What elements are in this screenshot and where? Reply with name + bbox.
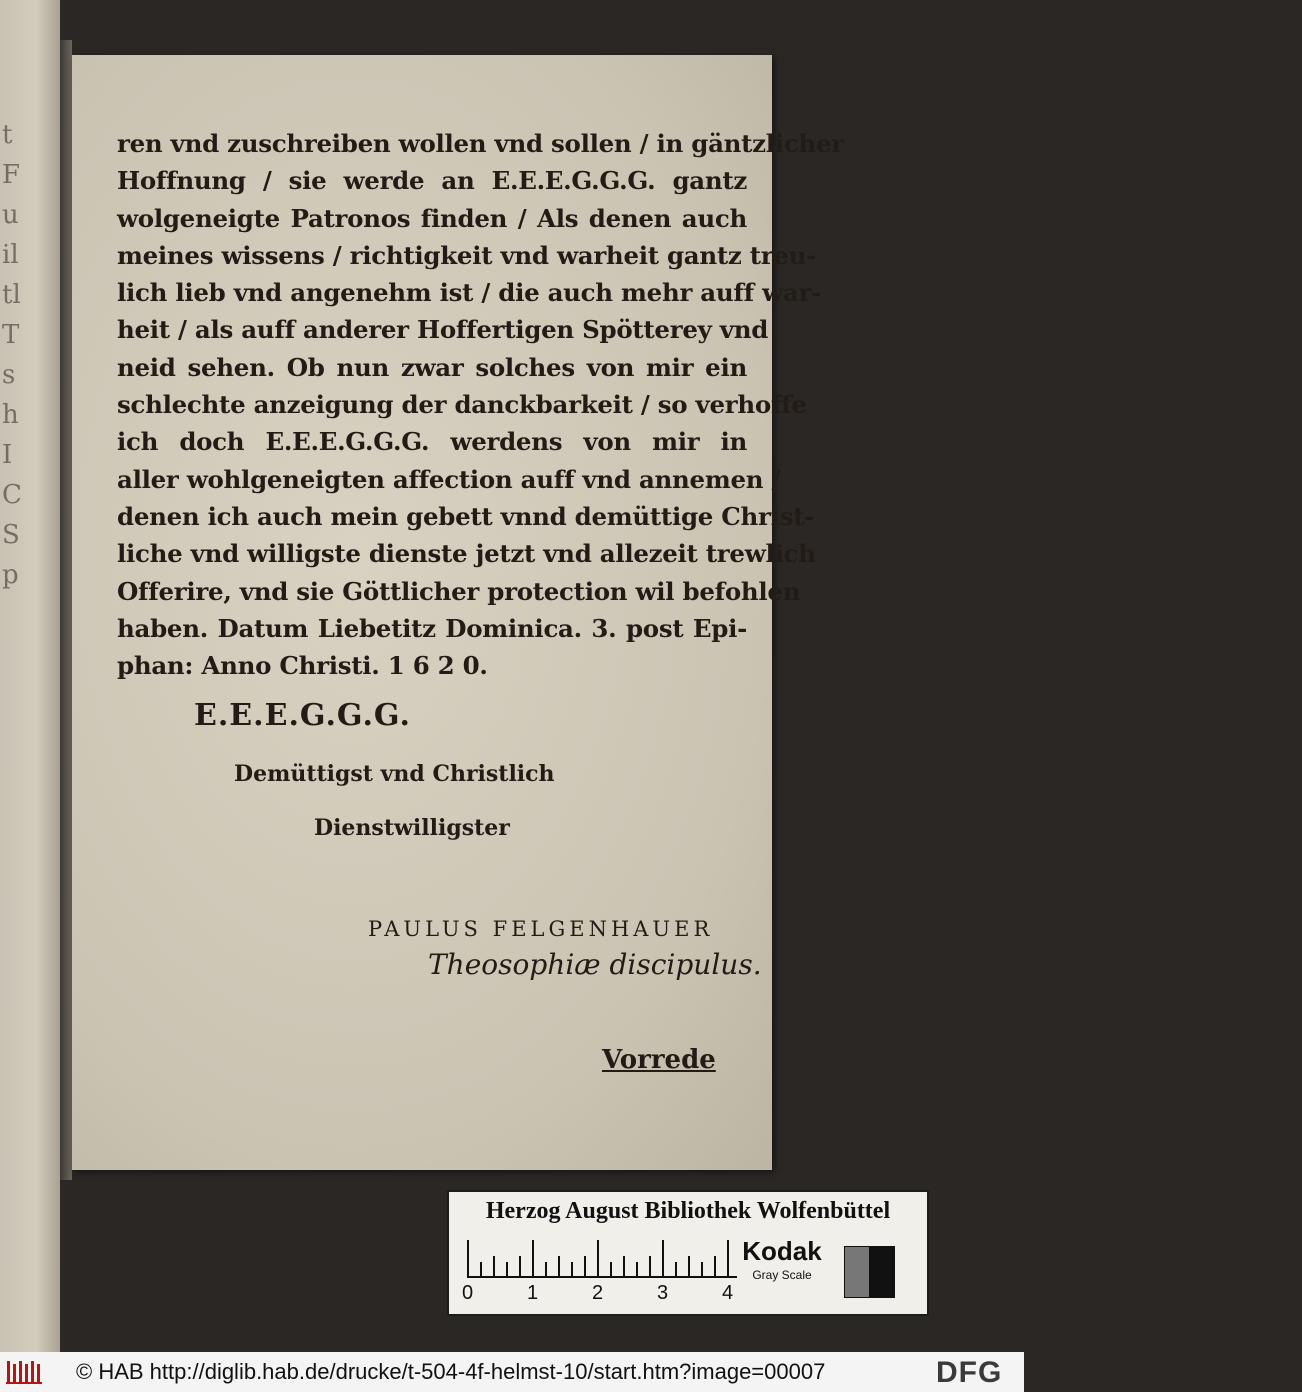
- library-name: Herzog August Bibliothek Wolfenbüttel: [485, 1198, 891, 1224]
- text-line: Hoffnung / sie werde an E.E.E.G.G.G. gantz: [117, 166, 747, 196]
- ruler-tick: [714, 1256, 716, 1276]
- ruler-tick: [649, 1256, 651, 1276]
- ruler-tick: [597, 1240, 599, 1276]
- ruler-tick: [584, 1256, 586, 1276]
- salutation-address: E.E.E.G.G.G.: [194, 698, 411, 733]
- ruler-tick: [571, 1262, 573, 1276]
- gray-scale-label: Gray Scale: [752, 1268, 812, 1282]
- text-line: aller wohlgeneigten affection auff vnd annemen /: [117, 464, 781, 494]
- hab-logo-icon: [6, 1358, 46, 1386]
- salutation-humble: Demüttigst vnd Christlich: [234, 761, 555, 787]
- text-line: lich lieb vnd angenehm ist / die auch mehr auff war-: [117, 278, 821, 308]
- text-line: liche vnd willigste dienste jetzt vnd allezeit trewlich: [117, 539, 816, 569]
- ruler-scale: [467, 1240, 737, 1278]
- scale-number: 1: [527, 1282, 539, 1304]
- book-page: [72, 55, 844, 1170]
- text-line: neid sehen. Ob nun zwar solches von mir ein: [117, 352, 747, 382]
- catchword: Vorrede: [602, 1045, 716, 1075]
- ruler-tick: [545, 1262, 547, 1276]
- text-line: wolgeneigte Patronos finden / Als denen auch: [117, 203, 747, 233]
- copyright-link[interactable]: © HAB http://diglib.hab.de/drucke/t-504-4f-helmst-10/start.htm?image=00007: [76, 1359, 826, 1384]
- ruler-tick: [610, 1262, 612, 1276]
- text-line: Offerire, vnd sie Göttlicher protection wil befohlen: [117, 576, 801, 606]
- gray-swatch: [844, 1246, 870, 1298]
- black-swatch: [869, 1246, 895, 1298]
- ruler-tick: [506, 1262, 508, 1276]
- footer-bar: [0, 1352, 1024, 1392]
- ruler-tick: [467, 1240, 469, 1276]
- book-gutter: [60, 40, 72, 1180]
- ruler-tick: [701, 1262, 703, 1276]
- color-target-card: [447, 1190, 929, 1316]
- kodak-label: Kodak: [742, 1236, 822, 1266]
- text-line: schlechte anzeigung der danckbarkeit / so verhoffe: [117, 390, 807, 420]
- scale-number: 2: [592, 1282, 604, 1304]
- author-title: Theosophiæ discipulus.: [428, 948, 762, 981]
- text-line: ren vnd zuschreiben wollen vnd sollen / in gäntzlicher: [117, 129, 844, 158]
- page-body-text: [117, 125, 844, 684]
- ruler-tick: [532, 1240, 534, 1276]
- text-line: denen ich auch mein gebett vnnd demüttige Christ-: [117, 501, 815, 531]
- text-line: ich doch E.E.E.G.G.G. werdens von mir in: [117, 427, 747, 457]
- ruler-tick: [519, 1256, 521, 1276]
- ruler-tick: [493, 1256, 495, 1276]
- text-line: haben. Datum Liebetitz Dominica. 3. post Epi-: [117, 613, 747, 643]
- ruler-tick: [623, 1256, 625, 1276]
- ruler-tick: [480, 1262, 482, 1276]
- ruler-tick: [636, 1262, 638, 1276]
- salutation-servant: Dienstwilligster: [314, 815, 510, 841]
- scale-number: 4: [722, 1282, 734, 1304]
- text-line: heit / als auff anderer Hoffertigen Spötterey vnd: [117, 315, 769, 345]
- adjacent-page-edge: [0, 0, 60, 1352]
- ruler-tick: [662, 1240, 664, 1276]
- dfg-logo: DFG: [936, 1356, 1003, 1389]
- scale-number: 3: [657, 1282, 669, 1304]
- adjacent-page-letters: t F u il tl T s h I C S p: [2, 120, 22, 590]
- scale-number: 0: [462, 1282, 474, 1304]
- ruler-tick: [688, 1256, 690, 1276]
- text-line: phan: Anno Christi. 1 6 2 0.: [117, 651, 488, 681]
- author-name: PAULUS FELGENHAUER: [368, 917, 714, 941]
- ruler-tick: [558, 1256, 560, 1276]
- ruler-tick: [727, 1240, 729, 1276]
- text-line: meines wissens / richtigkeit vnd warheit gantz treu-: [117, 240, 817, 270]
- ruler-tick: [675, 1262, 677, 1276]
